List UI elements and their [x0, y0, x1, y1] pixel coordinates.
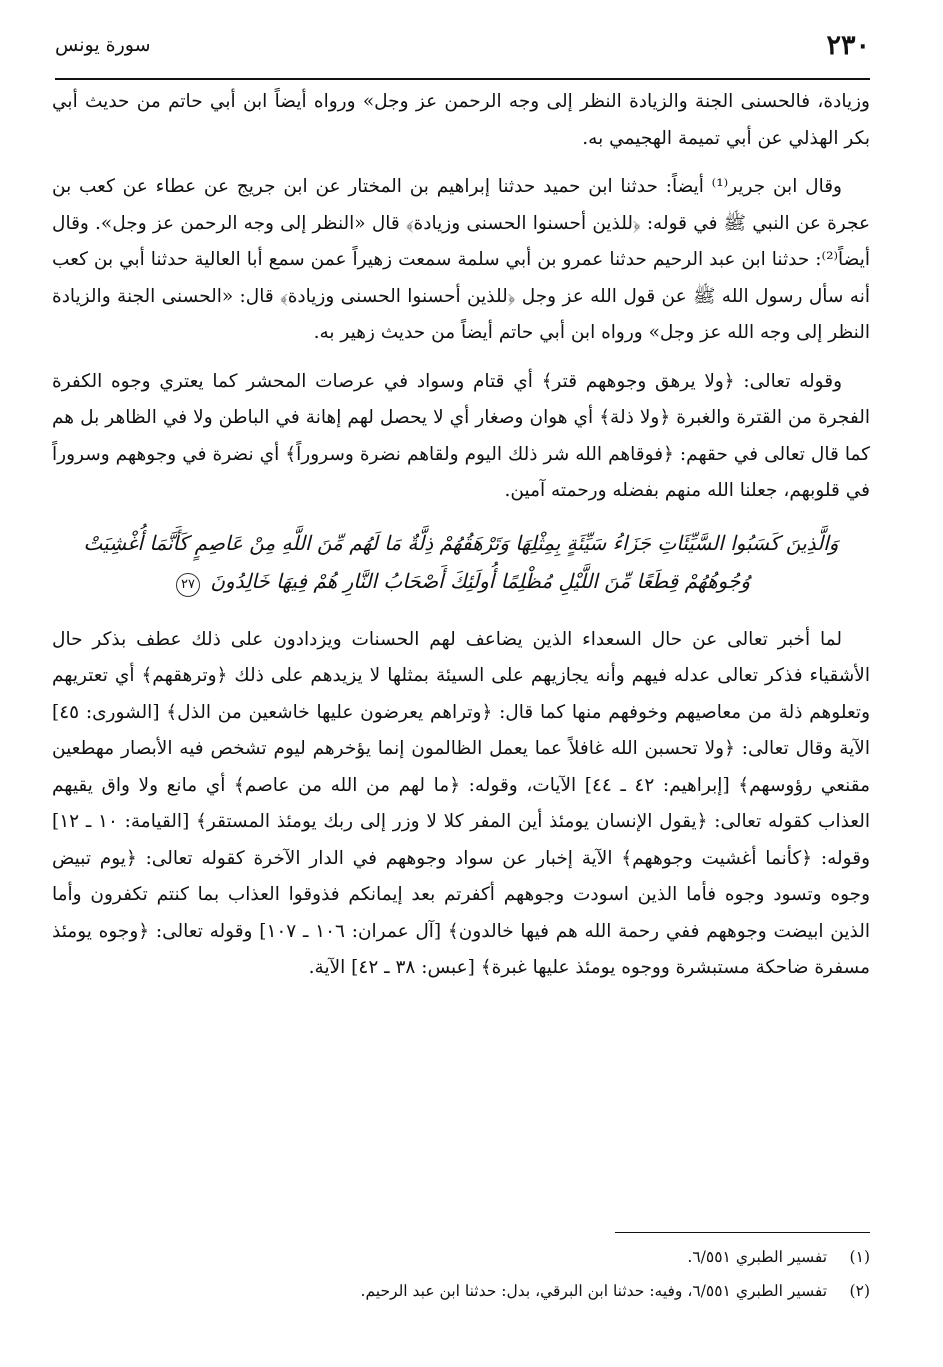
page-header	[55, 30, 870, 70]
footnote-2	[52, 1274, 870, 1308]
paragraph-1: وزيادة، فالحسنى الجنة والزيادة النظر إلى وجه الرحمن عز وجل» ورواه أيضاً ابن أبي حاتم من حديث أبي بكر الهذلي عن أبي تميمة الهجيمي به.	[52, 91, 870, 149]
verse-text: وَالَّذِينَ كَسَبُوا السَّيِّئَاتِ جَزَاءُ سَيِّئَةٍ بِمِثْلِهَا وَتَرْهَقُهُمْ ذِلَّةٌ مَا لَهُم مِّنَ اللَّهِ مِنْ عَاصِمٍ كَأَنَّمَا أُغْشِيَتْ وُجُوهُهُمْ قِطَعًا مِّنَ اللَّيْلِ مُظْلِمًا أُولَئِكَ أَصْحَابُ النَّارِ هُمْ فِيهَا خَالِدُونَ	[83, 530, 839, 593]
quran-verse	[52, 524, 870, 600]
footnote-text: تفسير الطبري ٦/٥٥١.	[687, 1248, 828, 1266]
verse-number-marker: ٢٧	[176, 573, 200, 597]
running-title: سورة يونس	[55, 34, 151, 56]
footnote-number: (١)	[849, 1248, 870, 1266]
paragraph-4: لما أخبر تعالى عن حال السعداء الذين يضاعف لهم الحسنات ويزدادون على ذلك عطف بذكر حال الأشقياء فذكر تعالى عدله فيهم وأنه يجازيهم على السيئة بمثلها لا يزيدهم على ذلك ﴿وترهقهم﴾ أي تعتريهم وتعلوهم ذلة من معاصيهم وخوفهم منها كما قال: ﴿وتراهم يعرضون عليها خاشعين من الذل﴾ [الشورى: ٤٥] الآية وقال تعالى: ﴿ولا تحسبن الله غافلاً عما يعمل الظالمون إنما يؤخرهم ليوم تشخص فيه الأبصار مهطعين مقنعي رؤوسهم﴾ [إبراهيم: ٤٢ ـ ٤٤] الآيات، وقوله: ﴿ما لهم من الله من عاصم﴾ أي مانع ولا واق يقيهم العذاب كقوله تعالى: ﴿يقول الإنسان يومئذ أين المفر كلا لا وزر إلى ربك يومئذ المستقر﴾ [القيامة: ١٠ ـ ١٢] وقوله: ﴿كأنما أغشيت وجوههم﴾ الآية إخبار عن سواد وجوههم في الدار الآخرة كقوله تعالى: ﴿يوم تبيض وجوه وتسود وجوه فأما الذين اسودت وجوههم أكفرتم بعد إيمانكم فذوقوا العذاب بما كنتم تكفرون وأما الذين ابيضت وجوههم ففي رحمة الله هم فيها خالدون﴾ [آل عمران: ١٠٦ ـ ١٠٧] وقوله تعالى: ﴿وجوه يومئذ مسفرة ضاحكة مستبشرة ووجوه يومئذ عليها غبرة﴾ [عبس: ٣٨ ـ ٤٢] الآية.	[52, 628, 871, 978]
footnote-number: (٢)	[849, 1282, 870, 1300]
paragraph-3: وقوله تعالى: ﴿ولا يرهق وجوههم قتر﴾ أي قتام وسواد في عرصات المحشر كما يعتري وجوه الكفرة الفجرة من القترة والغبرة ﴿ولا ذلة﴾ أي هوان وصغار أي لا يحصل لهم إهانة في الباطن ولا في الظاهر بل هم كما قال تعالى في حقهم: ﴿فوقاهم الله شر ذلك اليوم ولقاهم نضرة وسروراً﴾ أي نضرة في وجوههم وسروراً في قلوبهم، جعلنا الله منهم بفضله ورحمته آمين.	[52, 370, 870, 501]
footnote-1	[52, 1240, 870, 1274]
header-divider	[55, 78, 870, 80]
footnote-text: تفسير الطبري ٦/٥٥١، وفيه: حدثنا ابن البرقي، بدل: حدثنا ابن عبد الرحيم.	[360, 1282, 828, 1300]
page-number: ٢٣٠	[826, 30, 870, 61]
main-text	[52, 84, 870, 999]
footnotes	[52, 1240, 870, 1308]
footnote-divider	[615, 1232, 870, 1233]
paragraph-2: وقال ابن جرير⁽¹⁾ أيضاً: حدثنا ابن حميد حدثنا إبراهيم بن المختار عن ابن جريج عن عطاء عن كعب بن عجرة عن النبي ﷺ في قوله: ﴿للذين أحسنوا الحسنى وزيادة﴾ قال «النظر إلى وجه الرحمن عز وجل». وقال أيضاً⁽²⁾: حدثنا ابن عبد الرحيم حدثنا عمرو بن أبي سلمة سمعت زهيراً عمن سمع أبا العالية حدثنا أبي بن كعب أنه سأل رسول الله ﷺ عن قول الله عز وجل ﴿للذين أحسنوا الحسنى وزيادة﴾ قال: «الحسنى الجنة والزيادة النظر إلى وجه الله عز وجل» ورواه ابن أبي حاتم أيضاً من حديث زهير به.	[52, 176, 870, 343]
